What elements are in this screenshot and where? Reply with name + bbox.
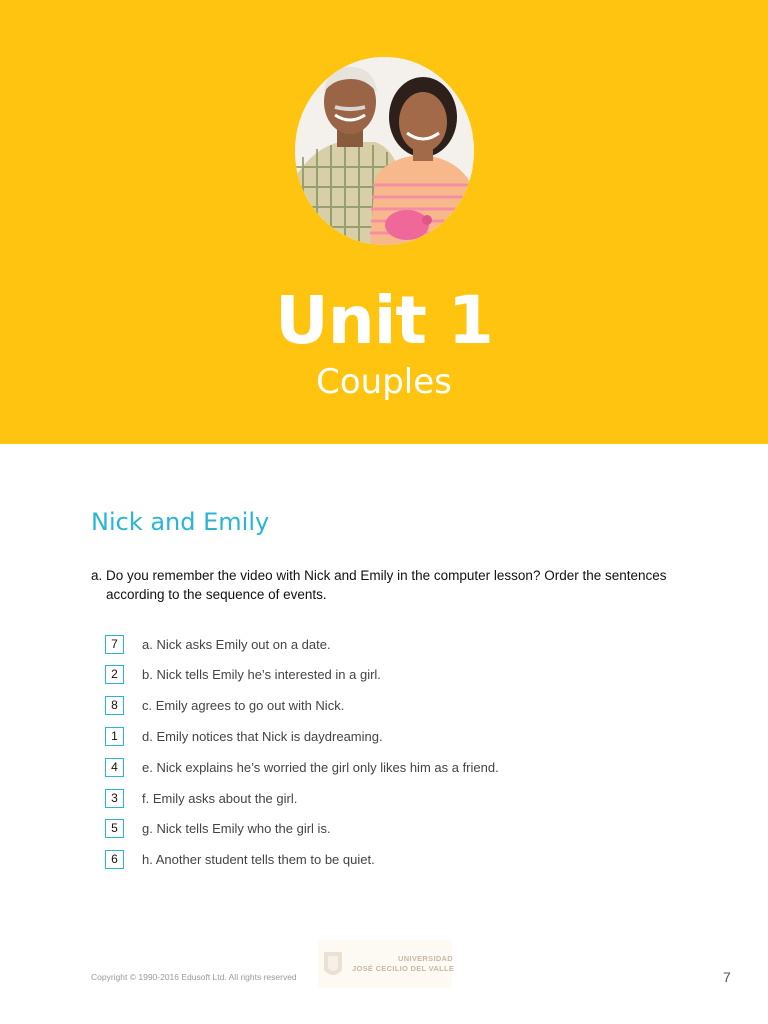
answer-box[interactable]: 2 bbox=[105, 665, 124, 684]
answer-box[interactable]: 8 bbox=[105, 696, 124, 715]
sentence-text: h. Another student tells them to be quiet. bbox=[142, 852, 375, 867]
sentence-text: d. Emily notices that Nick is daydreaming. bbox=[142, 729, 383, 744]
answer-box[interactable]: 7 bbox=[105, 635, 124, 654]
sentence-text: b. Nick tells Emily he’s interested in a girl. bbox=[142, 667, 381, 682]
couple-photo bbox=[295, 57, 474, 245]
unit-title: Unit 1 bbox=[275, 282, 493, 359]
question-prefix: a. bbox=[91, 568, 103, 583]
section-title: Nick and Emily bbox=[91, 508, 270, 536]
copyright-text: Copyright © 1990-2016 Edusoft Ltd. All rights reserved bbox=[91, 972, 297, 982]
watermark-text bbox=[352, 954, 454, 974]
question-instructions bbox=[91, 566, 681, 604]
watermark-line-2: JOSÉ CECILIO DEL VALLE bbox=[352, 964, 455, 973]
sentence-text: c. Emily agrees to go out with Nick. bbox=[142, 698, 345, 713]
sentence-text: f. Emily asks about the girl. bbox=[142, 791, 298, 806]
page-number: 7 bbox=[723, 969, 731, 985]
question-text: Do you remember the video with Nick and Emily in the computer lesson? Order the sentences according to the sequence of events. bbox=[106, 568, 667, 602]
unit-subtitle: Couples bbox=[316, 362, 452, 402]
couple-illustration bbox=[295, 57, 474, 245]
answer-box[interactable]: 3 bbox=[105, 789, 124, 808]
answer-box[interactable]: 4 bbox=[105, 758, 124, 777]
answer-box[interactable]: 1 bbox=[105, 727, 124, 746]
answer-box[interactable]: 6 bbox=[105, 850, 124, 869]
sentence-text: a. Nick asks Emily out on a date. bbox=[142, 637, 331, 652]
answer-box[interactable]: 5 bbox=[105, 819, 124, 838]
sentence-text: g. Nick tells Emily who the girl is. bbox=[142, 821, 331, 836]
sentence-text: e. Nick explains he’s worried the girl only likes him as a friend. bbox=[142, 760, 499, 775]
watermark-line-1: UNIVERSIDAD bbox=[398, 954, 453, 963]
